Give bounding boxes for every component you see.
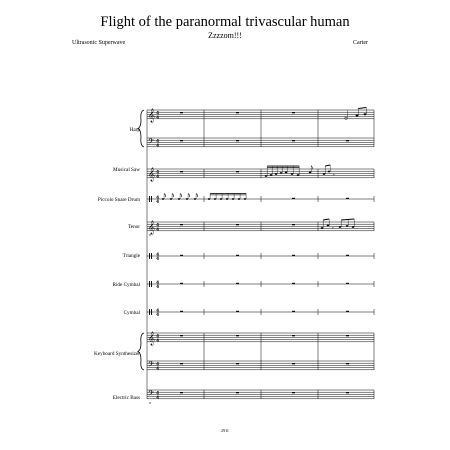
keyboard-brace: [138, 333, 144, 370]
svg-text:4: 4: [156, 309, 160, 314]
svg-text:𝄾: 𝄾: [333, 172, 335, 179]
svg-text:4: 4: [156, 174, 160, 180]
svg-text:4: 4: [156, 313, 160, 318]
time-signatures: [156, 110, 160, 400]
bass-clef-icon: 𝄢: [148, 390, 154, 400]
svg-text:4: 4: [156, 281, 160, 286]
tenor-notes: [321, 219, 355, 232]
svg-text:4: 4: [156, 253, 160, 258]
bass-clef-icon: 𝄢: [148, 361, 154, 371]
dedication-text: Ultrasonic Superwave: [72, 40, 126, 46]
svg-text:4: 4: [156, 170, 160, 176]
measure-barlines: [204, 110, 374, 399]
score-title: Flight of the paranormal trivascular human: [100, 14, 350, 30]
composer-name: Carter: [353, 40, 368, 46]
svg-text:4: 4: [156, 362, 160, 368]
treble-clef-icon: 𝄞: [148, 167, 156, 181]
score-subtitle: Zzzzom!!!: [208, 31, 242, 40]
svg-text:4: 4: [156, 227, 160, 233]
instrument-label-musical-saw: Musical Saw: [113, 167, 140, 173]
svg-text:4: 4: [156, 285, 160, 290]
svg-text:4: 4: [156, 334, 160, 340]
svg-text:8: 8: [149, 233, 151, 237]
harp-brace: [138, 110, 144, 147]
instrument-label-cymbal: Cymbal: [123, 310, 140, 316]
svg-text:4: 4: [156, 223, 160, 229]
treble-clef-icon: 𝄞: [148, 331, 156, 345]
electric-bass-staff: [147, 390, 374, 399]
svg-text:4: 4: [156, 196, 160, 201]
musical-saw-staff: [147, 169, 374, 178]
instrument-label-triangle: Triangle: [122, 253, 140, 259]
instrument-label-harp: Harp: [129, 127, 140, 133]
svg-text:4: 4: [156, 257, 160, 262]
svg-text:4: 4: [156, 395, 160, 401]
svg-text:4: 4: [156, 139, 160, 145]
svg-text:𝄾: 𝄾: [332, 225, 334, 232]
rests: [180, 112, 349, 393]
musical-saw-notes: [265, 165, 335, 179]
svg-text:4: 4: [156, 115, 160, 121]
instrument-label-piccolo-snare-drum: Piccolo Snare Drum: [97, 197, 140, 203]
svg-text:4: 4: [156, 111, 160, 117]
svg-text:4: 4: [156, 366, 160, 372]
instrument-label-tenor: Tenor: [127, 224, 140, 230]
treble-clef-icon: 𝄞: [148, 220, 156, 234]
svg-text:4: 4: [156, 338, 160, 344]
instrument-label-ride-cymbal: Ride Cymbal: [112, 282, 140, 288]
svg-text:4: 4: [156, 391, 160, 397]
harp-notes: [345, 108, 367, 120]
svg-text:8: 8: [149, 401, 151, 405]
treble-clef-icon: 𝄞: [148, 108, 156, 122]
page-footer: 2911: [221, 428, 229, 433]
svg-text:4: 4: [156, 143, 160, 149]
instrument-label-electric-bass: Electric Bass: [112, 395, 140, 401]
svg-text:4: 4: [156, 200, 160, 205]
instrument-label-keyboard-synthesizer: Keyboard Synthesizer: [94, 351, 140, 357]
bass-clef-icon: 𝄢: [148, 138, 154, 148]
percussion-clefs: [149, 196, 152, 315]
